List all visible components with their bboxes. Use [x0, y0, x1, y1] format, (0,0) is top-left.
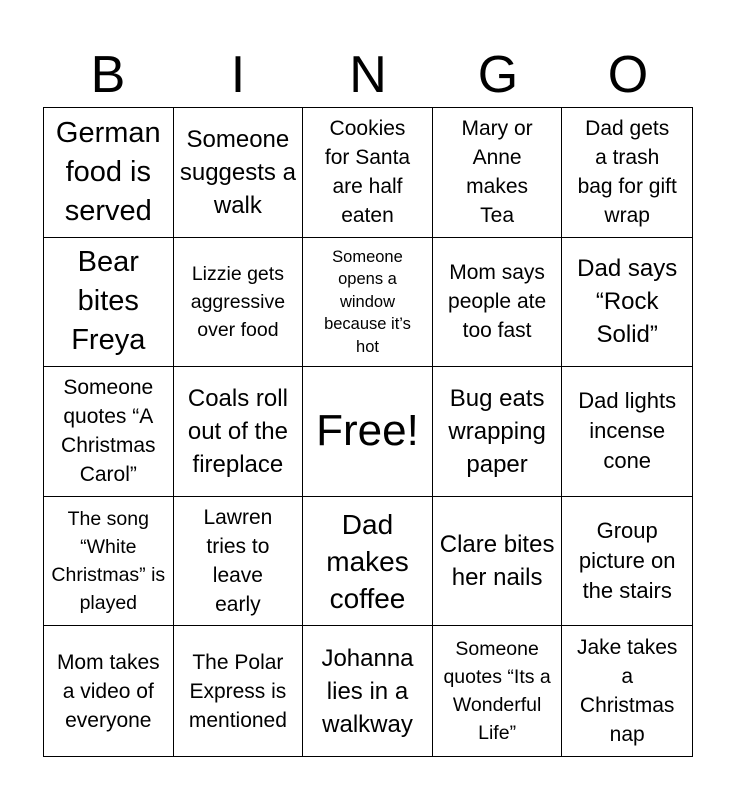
bingo-cell-r3c5[interactable] — [562, 367, 692, 497]
header-letter-g: G — [477, 46, 519, 104]
cell-text: Clare bites her nails — [439, 531, 555, 592]
bingo-cell-r5c3[interactable] — [303, 626, 433, 756]
bingo-cell-r1c1[interactable] — [44, 108, 174, 238]
bingo-board — [43, 107, 693, 757]
cell-text: Mary or Anne makes Tea — [461, 117, 533, 228]
cell-text: Dad gets a trash bag for gift wrap — [577, 117, 677, 228]
cell-text: The Polar Express is mentioned — [188, 650, 287, 732]
bingo-cell-r4c1[interactable] — [44, 497, 174, 627]
bingo-cell-r4c2[interactable] — [174, 497, 304, 627]
bingo-cell-r4c4[interactable] — [433, 497, 563, 627]
cell-text: Jake takes a Christmas nap — [576, 636, 678, 747]
header-letter-n: N — [349, 46, 387, 104]
cell-text: Cookies for Santa are half eaten — [324, 117, 411, 228]
bingo-cell-r5c2[interactable] — [174, 626, 304, 756]
bingo-cell-r2c3[interactable] — [303, 238, 433, 368]
cell-text: Lawren tries to leave early — [203, 506, 273, 617]
bingo-cell-r5c5[interactable] — [562, 626, 692, 756]
bingo-cell-r3c4[interactable] — [433, 367, 563, 497]
bingo-cell-r2c1[interactable] — [44, 238, 174, 368]
bingo-cell-r4c5[interactable] — [562, 497, 692, 627]
bingo-cell-r3c2[interactable] — [174, 367, 304, 497]
bingo-cell-r2c2[interactable] — [174, 238, 304, 368]
cell-text: Bug eats wrapping paper — [448, 384, 546, 478]
header-letter-i: I — [230, 46, 246, 104]
cell-text: Someone suggests a walk — [179, 125, 296, 219]
bingo-cell-r1c4[interactable] — [433, 108, 563, 238]
cell-text: Mom takes a video of everyone — [56, 650, 160, 732]
bingo-header — [43, 46, 693, 104]
bingo-cell-r3c1[interactable] — [44, 367, 174, 497]
free-space-label: Free! — [316, 406, 419, 456]
cell-text: Johanna lies in a walkway — [321, 644, 414, 738]
bingo-cell-r4c3[interactable] — [303, 497, 433, 627]
cell-text: Bear bites Freya — [71, 246, 146, 357]
cell-text: The song “White Christmas” is played — [51, 508, 166, 615]
cell-text: Group picture on the stairs — [578, 518, 676, 604]
cell-text: Mom says people ate too fast — [448, 261, 547, 343]
cell-text: Dad says “Rock Solid” — [577, 255, 678, 349]
header-letter-b: B — [90, 46, 126, 104]
bingo-cell-r1c3[interactable] — [303, 108, 433, 238]
bingo-cell-r2c5[interactable] — [562, 238, 692, 368]
cell-text: Someone opens a window because it’s hot — [324, 247, 411, 356]
bingo-cell-r5c1[interactable] — [44, 626, 174, 756]
bingo-cell-free[interactable] — [303, 367, 433, 497]
cell-text: German food is served — [55, 116, 161, 227]
cell-text: Lizzie gets aggressive over food — [190, 262, 286, 341]
cell-text: Someone quotes “Its a Wonderful Life” — [443, 638, 551, 745]
cell-text: Dad makes coffee — [326, 508, 409, 614]
cell-text: Dad lights incense cone — [578, 388, 677, 474]
cell-text: Someone quotes “A Christmas Carol” — [61, 376, 156, 487]
bingo-cell-r5c4[interactable] — [433, 626, 563, 756]
bingo-cell-r1c2[interactable] — [174, 108, 304, 238]
bingo-cell-r2c4[interactable] — [433, 238, 563, 368]
header-letter-o: O — [607, 46, 649, 104]
bingo-cell-r1c5[interactable] — [562, 108, 692, 238]
cell-text: Coals roll out of the fireplace — [187, 384, 288, 478]
